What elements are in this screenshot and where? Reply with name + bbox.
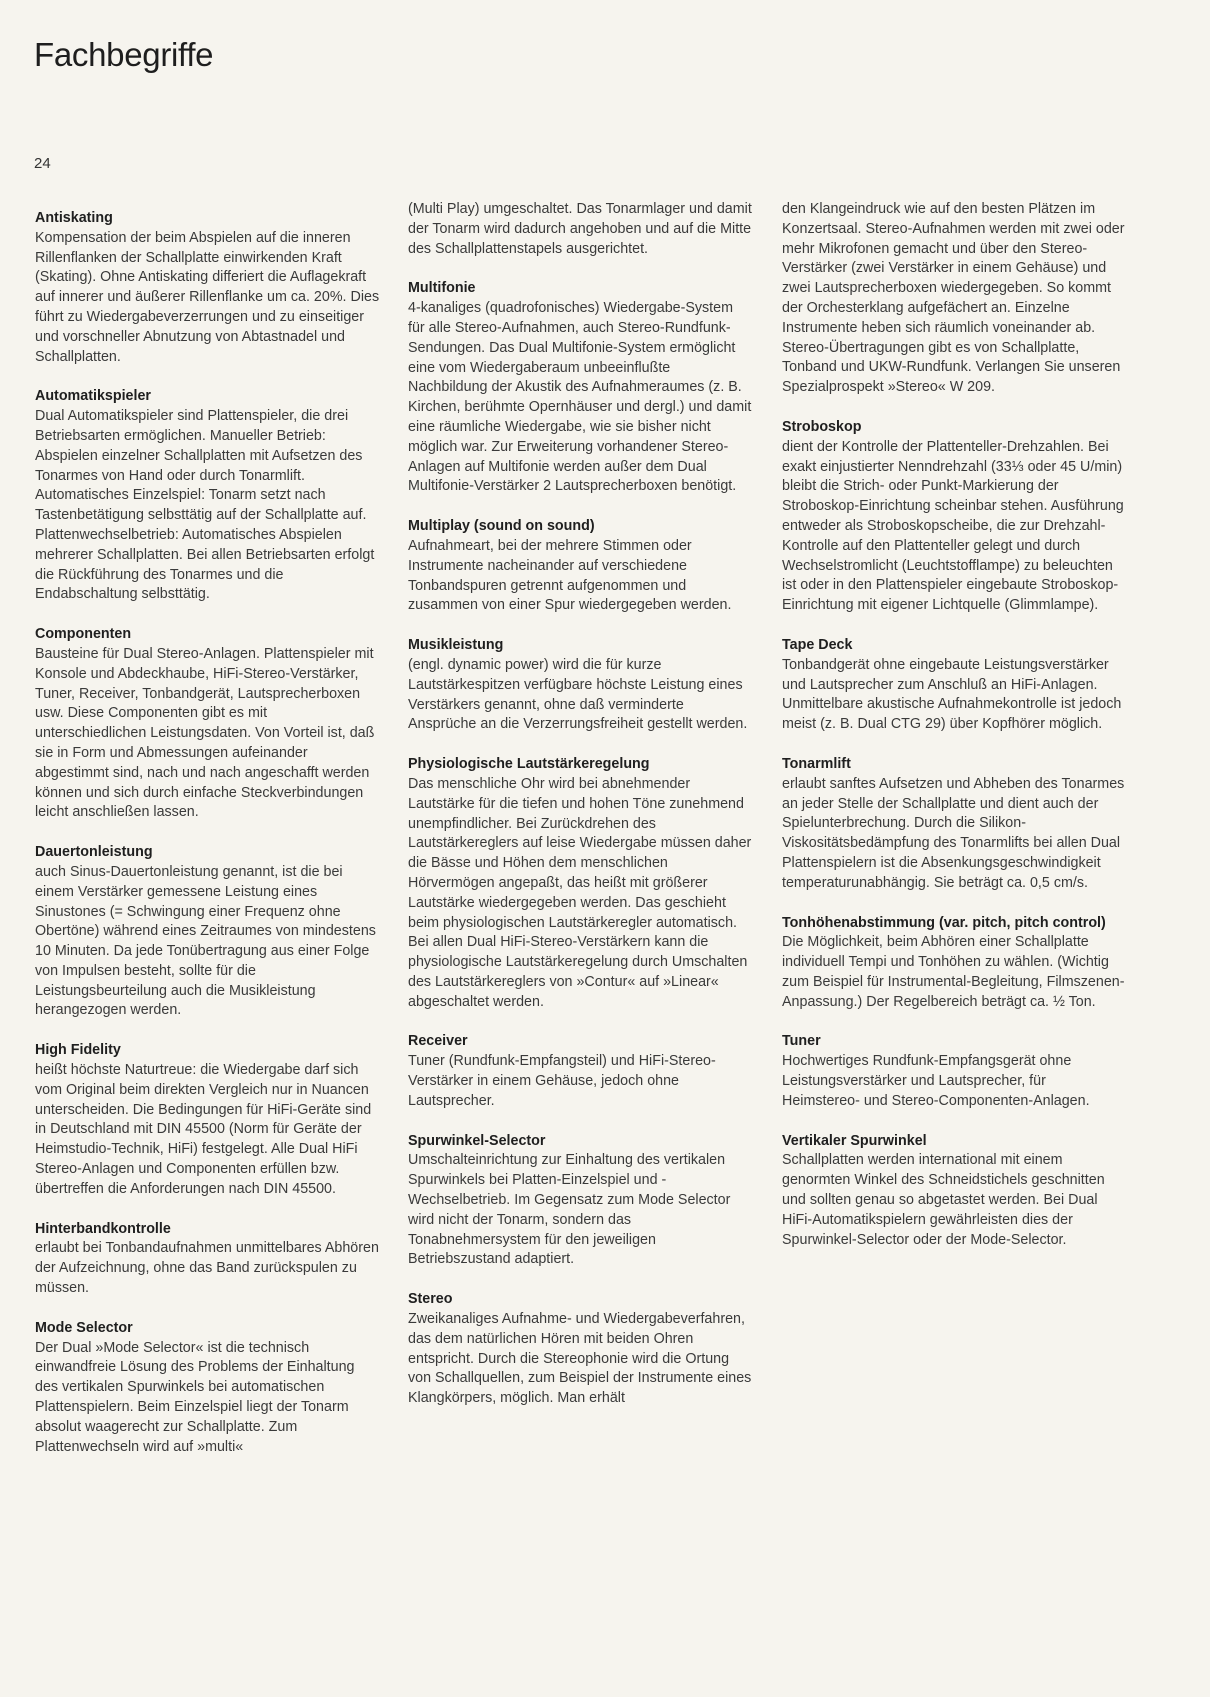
glossary-term: Tuner [782,1033,821,1050]
glossary-entry [782,1032,1127,1111]
glossary-definition: (engl. dynamic power) wird die für kurze Lautstärkespitzen verfügbare höchste Leistung eines Verstärkers genannt, ohne daß verminderte Ansprüche an die Verzerrungsfreiheit gestellt werden. [408,656,748,733]
glossary-definition: Das menschliche Ohr wird bei abnehmender Lautstärke für die tiefen und hohen Töne zunehmend unempfindlicher. Bei Zurückdrehen des Lautstärkereglers auf leise Wiedergabe müssen daher die Bässe und Höhen dem menschlichen Hörvermögen angepaßt, das heißt mit größerer Lautstärke wiedergegeben werden. Das geschieht beim physiologischen Lautstärkeregler automatisch. Bei allen Dual HiFi-Stereo-Verstärkern kann die physiologische Lautstärkeregelung durch Umschalten des Lautstärkereglers von »Contur« auf »Linear« abgeschaltet werden. [408,775,752,1010]
glossary-term: Dauertonleistung [35,844,153,861]
glossary-entry [782,914,1127,1013]
page-number: 24 [34,155,51,172]
glossary-definition: Tuner (Rundfunk-Empfangsteil) und HiFi-Stereo-Verstärker in einem Gehäuse, jedoch ohne Lautsprecher. [408,1053,716,1109]
glossary-definition: Die Möglichkeit, beim Abhören einer Schallplatte individuell Tempi und Tonhöhen zu wählen. (Wichtig zum Beispiel für Instrumental-Begleitung, Filmszenen-Anpassung.) Der Regelbereich beträgt ca. ½ Ton. [782,934,1125,1010]
glossary-entry [408,279,753,497]
glossary-entry [782,755,1127,894]
glossary-term: Spurwinkel-Selector [408,1132,546,1149]
glossary-definition: heißt höchste Naturtreue: die Wiedergabe darf sich vom Original beim direkten Vergleich nur in Nuancen unterscheiden. Die Bedingungen für HiFi-Geräte sind in Deutschland mit DIN 45500 (Norm für Geräte der Heimstudio-Technik, HiFi) festgelegt. Alle Dual HiFi Stereo-Anlagen und Componenten erfüllen bzw. übertreffen die Anforderungen nach DIN 45500. [35,1062,372,1197]
glossary-entry [782,636,1127,735]
glossary-entry [408,1290,753,1409]
glossary-definition: Bausteine für Dual Stereo-Anlagen. Plattenspieler mit Konsole und Abdeckhaube, HiFi-Stereo-Verstärker, Tuner, Receiver, Tonbandgerät, Lautsprecherboxen usw. Diese Componenten gibt es mit unterschiedlichen Leistungsdaten. Von Vorteil ist, daß sie in Form und Abmessungen aufeinander abgestimmt sind, nach und nach angeschafft werden können und sich durch einfache Steckverbindungen leicht anschließen lassen. [35,645,375,821]
glossary-term: Stereo [408,1291,453,1308]
glossary-term: Tonarmlift [782,755,851,772]
glossary-entry [782,418,1127,616]
glossary-entry [408,636,753,735]
glossary-definition: Aufnahmeart, bei der mehrere Stimmen oder Instrumente nacheinander auf verschiedene Tonbandspuren getrennt aufgenommen und zusammen von einer Spur wiedergegeben werden. [408,537,732,614]
glossary-entry [408,517,753,616]
glossary-term: High Fidelity [35,1042,121,1059]
glossary-definition: dient der Kontrolle der Plattenteller-Drehzahlen. Bei exakt einjustierter Nenndrehzahl (33⅓ oder 45 U/min) bleibt die Strich- oder Punkt-Markierung der Stroboskop-Einrichtung scheinbar stehen. Ausführung entweder als Stroboskopscheibe, die zur Drehzahl-Kontrolle auf den Plattenteller gelegt und durch Wechselstromlicht (Leuchtstofflampe) zu beleuchten ist oder in den Plattenspieler eingebaute Stroboskop-Einrichtung mit eigener Lichtquelle (Glimmlampe). [782,438,1124,614]
glossary-entry [35,1041,380,1199]
glossary-column-1 [35,209,380,1477]
glossary-definition: Der Dual »Mode Selector« ist die technisch einwandfreie Lösung des Problems der Einhaltung des vertikalen Spurwinkels bei automatischen Plattenspielern. Beim Einzelspiel liegt der Tonarm absolut waagerecht zur Schallplatte. Zum Plattenwechseln wird auf »multi« [35,1339,355,1455]
glossary-definition: Dual Automatikspieler sind Plattenspieler, die drei Betriebsarten ermöglichen. Manueller Betrieb: Abspielen einzelner Schallplatten mit Aufsetzen des Tonarmes von Hand oder durch Tonarmlift. Automatisches Einzelspiel: Tonarm setzt nach Tastenbetätigung selbsttätig auf der Schallplatte auf. Plattenwechselbetrieb: Automatisches Abspielen mehrerer Schallplatten. Bei allen Betriebsarten erfolgt die Rückführung des Tonarmes und die Endabschaltung selbsttätig. [35,408,375,603]
glossary-definition: 4-kanaliges (quadrofonisches) Wiedergabe-System für alle Stereo-Aufnahmen, auch Stereo-Rundfunk-Sendungen. Das Dual Multifonie-System ermöglicht eine vom Wiedergaberaum unbeeinflußte Nachbildung der Akustik des Aufnahmeraumes (z. B. Kirchen, berühmte Opernhäuser und dergl.) und damit eine räumliche Wiedergabe, wie sie bisher nicht möglich war. Zur Erweiterung vorhandener Stereo-Anlagen auf Multifonie werden außer dem Dual Multifonie-Verstärker 2 Lautsprecherboxen benötigt. [408,300,752,495]
page-title: Fachbegriffe [34,36,214,74]
glossary-definition: erlaubt bei Tonbandaufnahmen unmittelbares Abhören der Aufzeichnung, ohne das Band zurückspulen zu müssen. [35,1240,379,1297]
glossary-entry [35,209,380,367]
glossary-term: Mode Selector [35,1319,133,1336]
glossary-definition: Hochwertiges Rundfunk-Empfangsgerät ohne Leistungsverstärker und Lautsprecher, für Heimstereo- und Stereo-Componenten-Anlagen. [782,1053,1090,1109]
glossary-term: Physiologische Lautstärkeregelung [408,756,650,773]
glossary-entry [408,1032,753,1111]
glossary-term: Antiskating [35,210,113,226]
glossary-term: Automatikspieler [35,388,151,405]
glossary-entry [35,387,380,605]
glossary-continuation: den Klangeindruck wie auf den besten Plätzen im Konzertsaal. Stereo-Aufnahmen werden mit zwei oder mehr Mikrofonen gemacht und über den Stereo-Verstärker (zwei Verstärker in einem Gehäuse) und zwei Lautsprecherboxen wiedergegeben. So kommt der Orchesterklang aufgefächert an. Einzelne Instrumente heben sich räumlich voneinander ab. Stereo-Übertragungen gibt es von Schallplatte, Tonband und UKW-Rundfunk. Verlangen Sie unseren Spezialprospekt »Stereo« W 209. [782,201,1125,396]
glossary-term: Hinterbandkontrolle [35,1220,171,1237]
glossary-definition: Schallplatten werden international mit einem genormten Winkel des Schneidstichels geschnitten und sollten genau so abgetastet werden. Bei Dual HiFi-Automatikspielern gewährleisten dies der Spurwinkel-Selector oder der Mode-Selector. [782,1152,1105,1248]
glossary-term: Tape Deck [782,636,853,653]
glossary-column-3 [782,200,1127,1270]
glossary-term: Tonhöhenabstimmung (var. pitch, pitch control) [782,914,1106,931]
glossary-column-2 [408,200,753,1429]
glossary-definition: auch Sinus-Dauertonleistung genannt, ist die bei einem Verstärker gemessene Leistung eines Sinustones (= Schwingung einer Frequenz ohne Obertöne) während eines Zeitraumes von mindestens 10 Minuten. Da jede Tonübertragung aus einer Folge von Impulsen besteht, sollte für die Leistungsbeurteilung auch die Musikleistung herangezogen werden. [35,863,376,1019]
glossary-definition: Umschalteinrichtung zur Einhaltung des vertikalen Spurwinkels bei Platten-Einzelspiel und -Wechselbetrieb. Im Gegensatz zum Mode Selector wird nicht der Tonarm, sondern das Tonabnehmersystem für den jeweiligen Betriebszustand adaptiert. [408,1152,731,1268]
glossary-definition: Kompensation der beim Abspielen auf die inneren Rillenflanken der Schallplatte einwirkenden Kraft (Skating). Ohne Antiskating differiert die Auflagekraft auf innerer und äußerer Rillenflanke um ca. 20%. Dies führt zu Wiedergabeverzerrungen und zu einseitiger und vorschneller Abnutzung von Abtastnadel und Schallplatten. [35,229,380,365]
glossary-term: Multifonie [408,280,476,297]
glossary-continuation: (Multi Play) umgeschaltet. Das Tonarmlager und damit der Tonarm wird dadurch angehoben und auf die Mitte des Schallplattenstapels ausgerichtet. [408,201,752,257]
glossary-term: Multiplay (sound on sound) [408,518,595,535]
glossary-entry [35,843,380,1021]
glossary-entry [782,1132,1127,1251]
glossary-definition: Zweikanaliges Aufnahme- und Wiedergabeverfahren, das dem natürlichen Hören mit beiden Ohren entspricht. Durch die Stereophonie wird die Ortung von Schallquellen, zum Beispiel der Instrumente eines Klangkörpers, möglich. Man erhält [408,1311,752,1407]
glossary-definition: erlaubt sanftes Aufsetzen und Abheben des Tonarmes an jeder Stelle der Schallplatte und dient auch der Spielunterbrechung. Durch die Silikon-Viskositätsbedämpfung des Tonarmlifts bei allen Dual Plattenspielern ist die Absenkungsgeschwindigkeit temperaturunabhängig. Sie beträgt ca. 0,5 cm/s. [782,775,1125,891]
glossary-term: Vertikaler Spurwinkel [782,1132,927,1149]
glossary-entry [35,1220,380,1299]
glossary-entry [408,755,753,1012]
glossary-entry [35,1319,380,1458]
glossary-entry [35,625,380,823]
glossary-term: Musikleistung [408,637,504,654]
glossary-term: Componenten [35,626,132,643]
glossary-definition: Tonbandgerät ohne eingebaute Leistungsverstärker und Lautsprecher zum Anschluß an HiFi-Anlagen. Unmittelbare akustische Aufnahmekontrolle ist jedoch meist (z. B. Dual CTG 29) über Kopfhörer möglich. [782,656,1122,733]
glossary-term: Stroboskop [782,418,862,435]
glossary-term: Receiver [408,1033,468,1050]
glossary-entry [408,1132,753,1271]
